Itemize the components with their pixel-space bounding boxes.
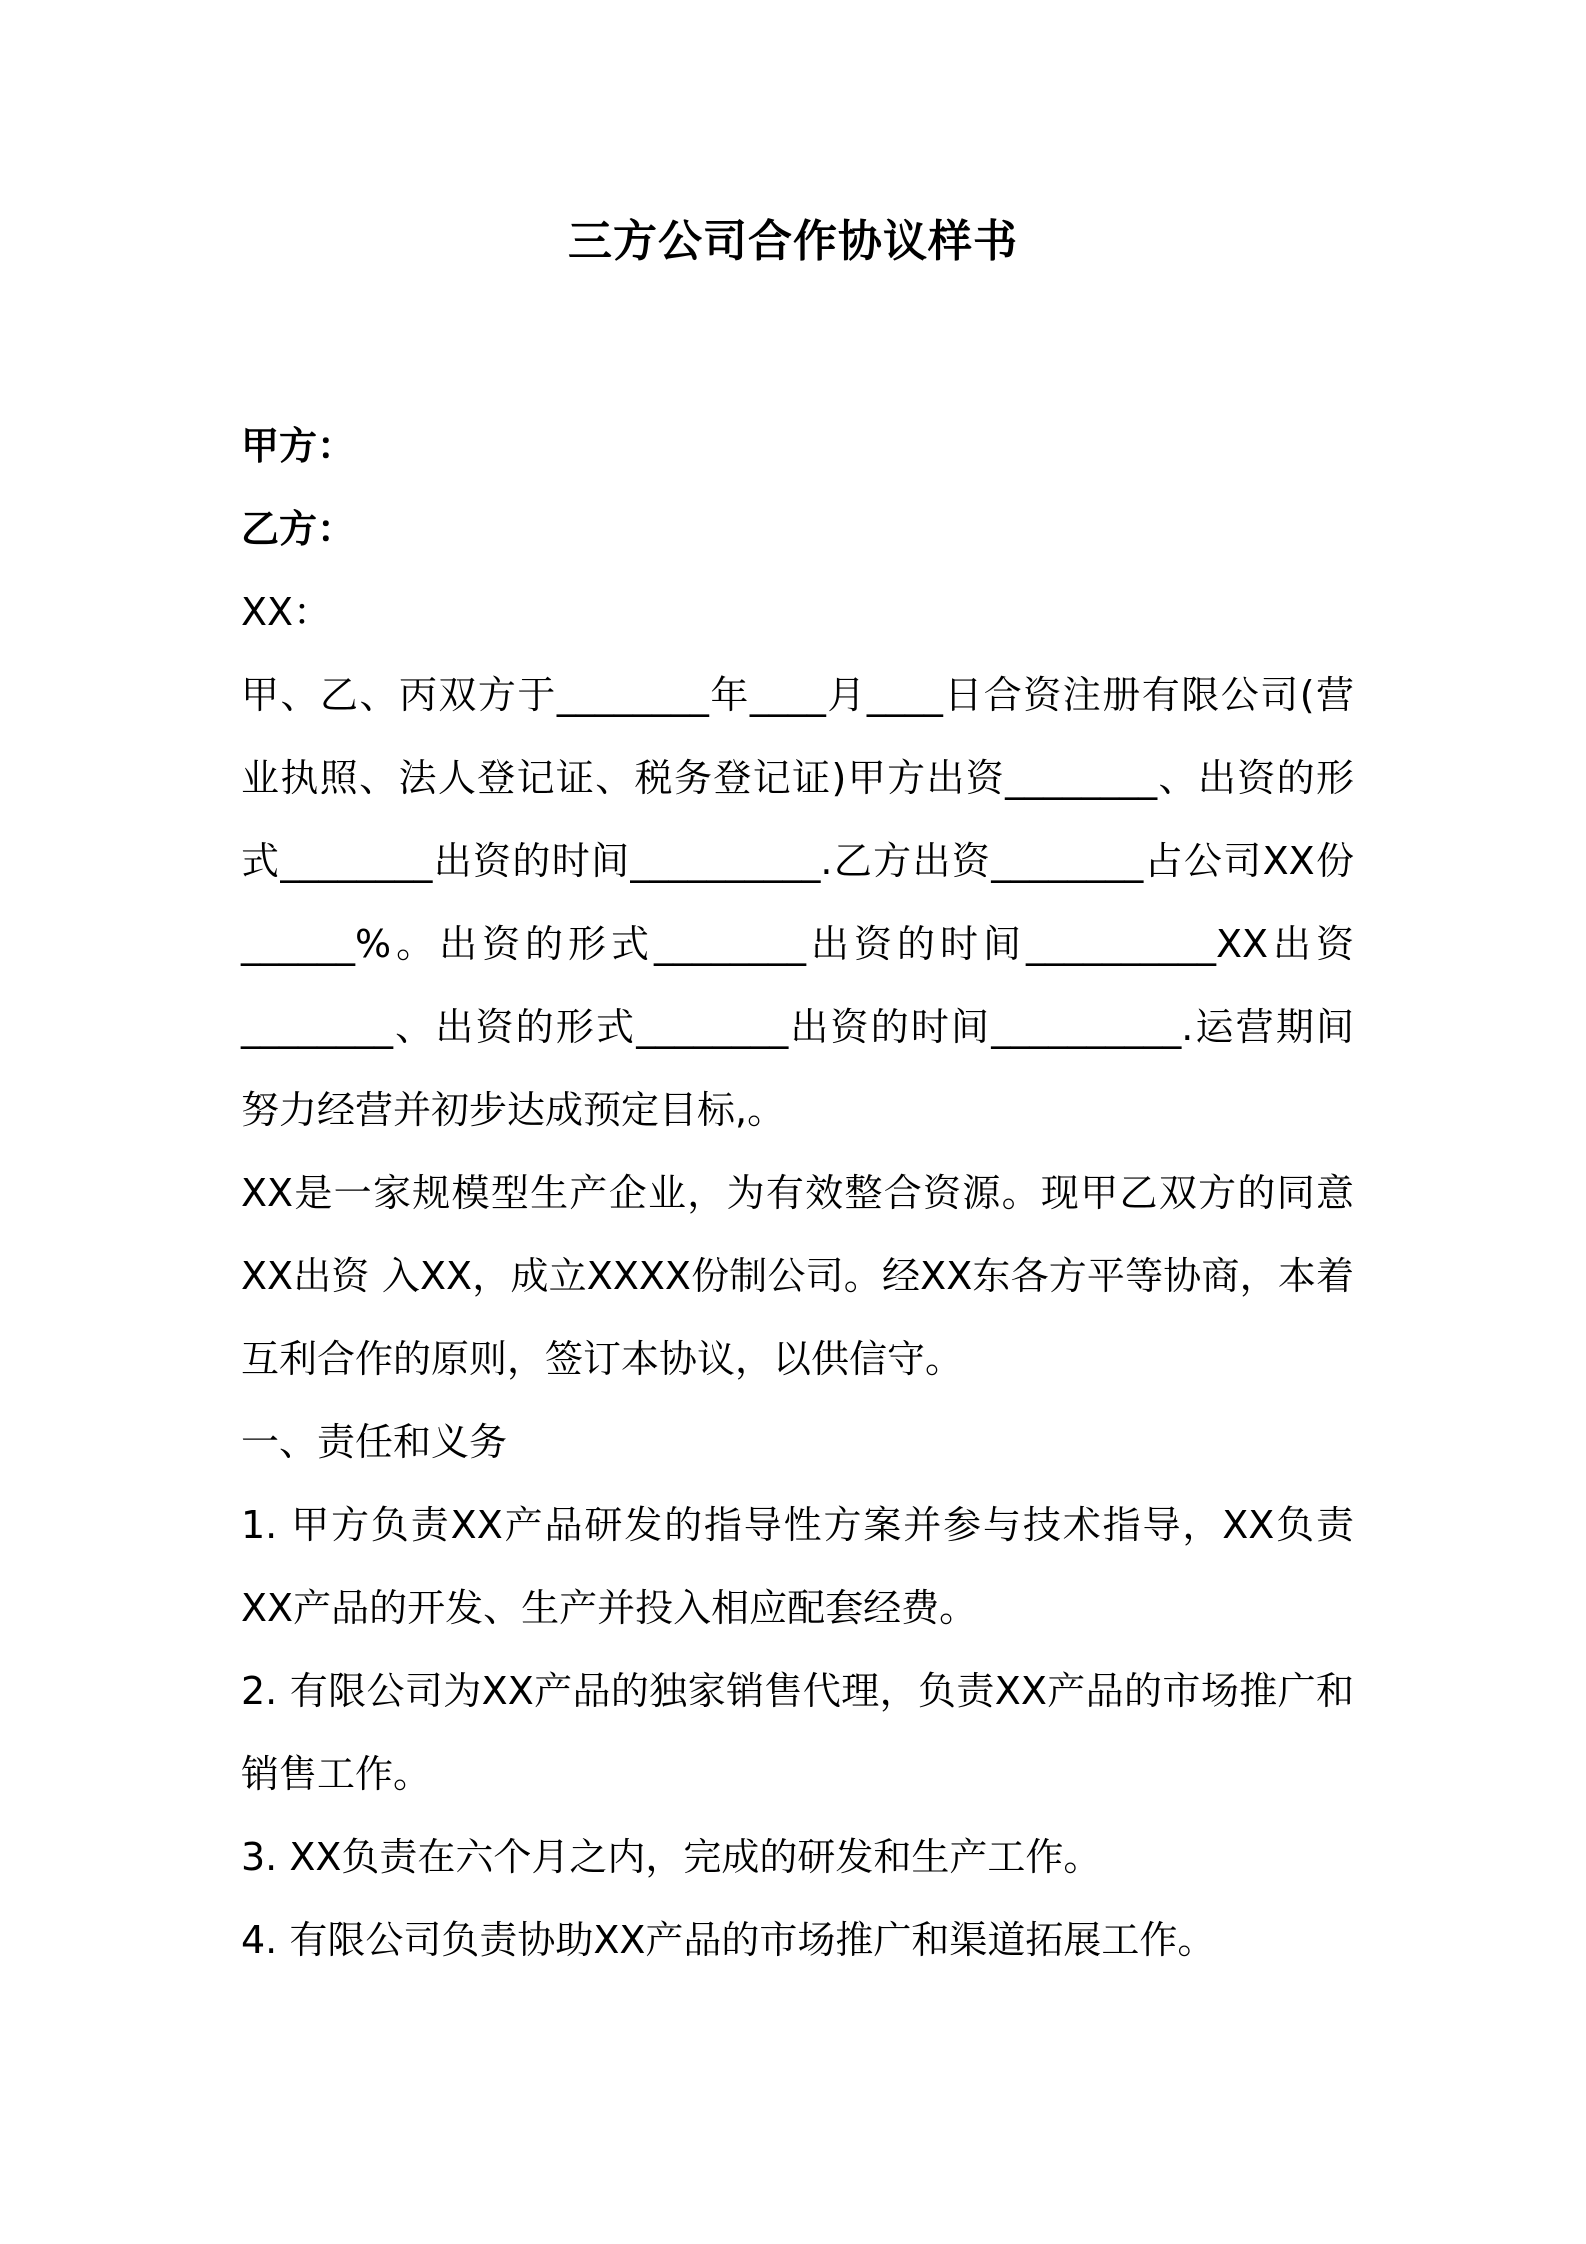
section-heading-responsibilities: 一、责任和义务 xyxy=(241,1420,508,1464)
clause-1: 1. 甲方负责XX产品研发的指导性方案并参与技术指导，XX负责XX产品的开发、生产并投入相应配套经费。 xyxy=(241,1503,1354,1630)
clause-4: 4. 有限公司负责协助XX产品的市场推广和渠道拓展工作。 xyxy=(241,1918,1216,1962)
background-paragraph: XX是一家规模型生产企业，为有效整合资源。现甲乙双方的同意XX出资 入XX，成立XXXX份制公司。经XX东各方平等协商，本着互利合作的原则，签订本协议，以供信守。 xyxy=(241,1171,1354,1381)
party-a-label: 甲方： xyxy=(241,424,356,468)
party-b-label: 乙方： xyxy=(241,507,356,551)
document-body xyxy=(241,405,1354,1982)
document-title: 三方公司合作协议样书 xyxy=(568,216,1018,267)
party-c-label: XX： xyxy=(241,590,332,634)
clause-2: 2. 有限公司为XX产品的独家销售代理，负责XX产品的市场推广和销售工作。 xyxy=(241,1669,1354,1796)
clause-3: 3. XX负责在六个月之内，完成的研发和生产工作。 xyxy=(241,1835,1102,1879)
intro-paragraph: 甲、乙、丙双方于________年____月____日合资注册有限公司(营业执照、法人登记证、税务登记证)甲方出资________、出资的形式________出资的时间__________.乙方出资________占公司XX份______%。出资的形式________出资的时间__________XX出资________、出资的形式________出资的时间__________.运营期间努力经营并初步达成预定目标,。 xyxy=(241,673,1354,1132)
